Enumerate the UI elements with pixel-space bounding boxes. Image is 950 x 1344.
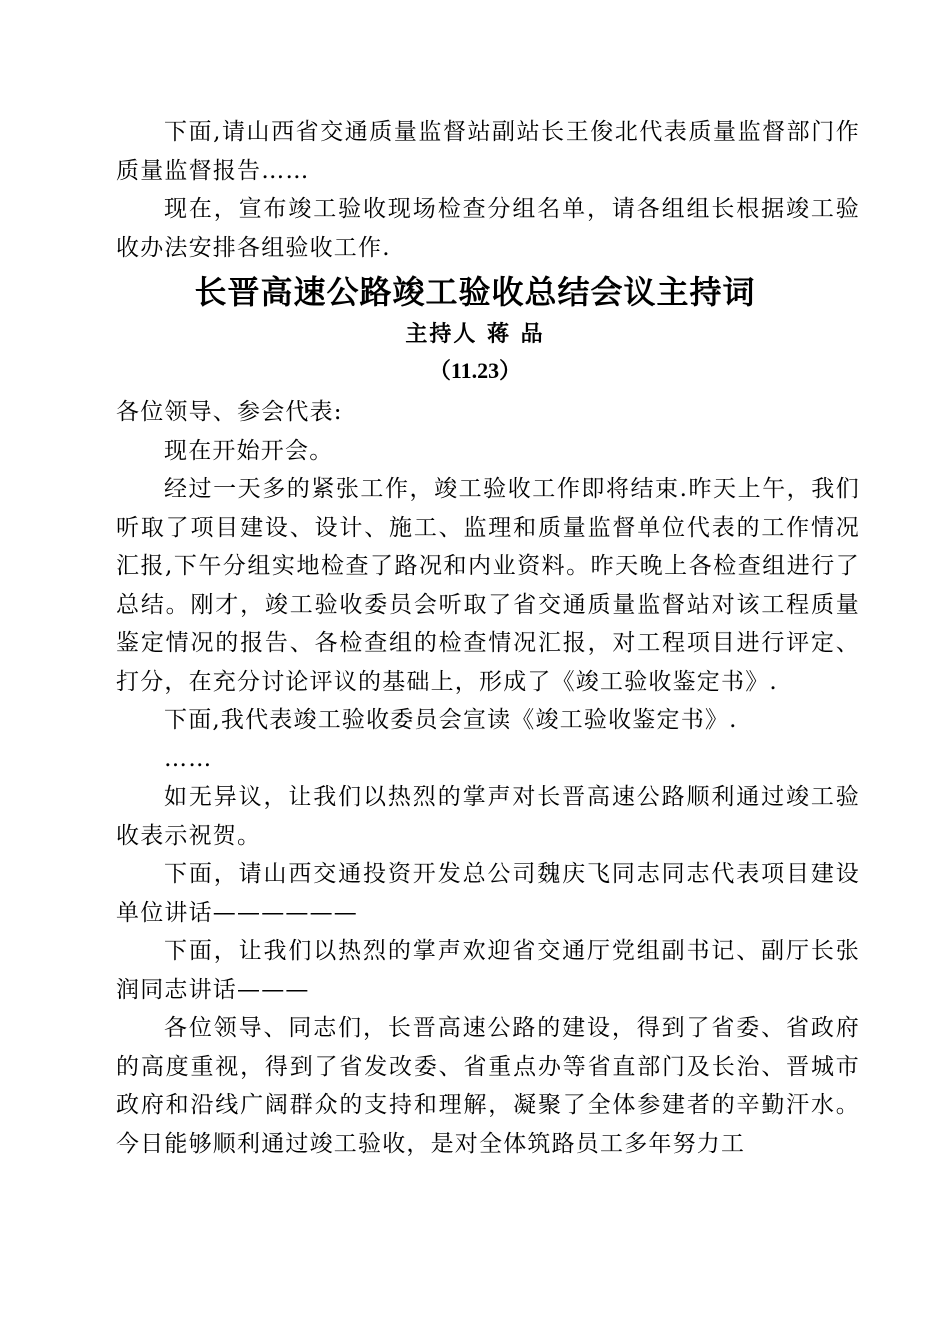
intro-paragraph: 下面,请山西省交通质量监督站副站长王俊北代表质量监督部门作质量监督报告……: [116, 119, 860, 184]
body-paragraph: 下面，请山西交通投资开发总公司魏庆飞同志同志代表项目建设单位讲话——————: [116, 861, 860, 926]
salutation: 各位领导、参会代表:: [116, 399, 343, 425]
body-paragraph: 各位领导、同志们，长晋高速公路的建设，得到了省委、省政府的高度重视，得到了省发改委、省重点办等省直部门及长治、晋城市政府和沿线广阔群众的支持和理解，凝聚了全体参建者的辛勤汗水。今日能够顺利通过竣工验收，是对全体筑路员工多年努力工: [116, 1015, 860, 1157]
body-paragraph: 现在开始开会。: [164, 437, 334, 464]
body-paragraph: 下面，让我们以热烈的掌声欢迎省交通厅党组副书记、副厅长张润同志讲话———: [116, 938, 860, 1003]
body-paragraph: 经过一天多的紧张工作，竣工验收工作即将结束.昨天上午，我们听取了项目建设、设计、施工、监理和质量监督单位代表的工作情况汇报,下午分组实地检查了路况和内业资料。昨天晚上各检查组进行了总结。刚才，竣工验收委员会听取了省交通质量监督站对该工程质量鉴定情况的报告、各检查组的检查情况汇报，对工程项目进行评定、打分，在充分讨论评议的基础上，形成了《竣工验收鉴定书》.: [116, 476, 860, 695]
intro-paragraph: 现在，宣布竣工验收现场检查分组名单，请各组组长根据竣工验收办法安排各组验收工作.: [116, 196, 860, 261]
speech-body: [116, 393, 860, 1163]
date-line: （11.23）: [428, 358, 522, 383]
intro-section: [116, 113, 860, 267]
ellipsis-line: ……: [164, 745, 213, 772]
host-line: 主持人 蒋 品: [405, 321, 545, 347]
body-paragraph: 如无异议，让我们以热烈的掌声对长晋高速公路顺利通过竣工验收表示祝贺。: [116, 784, 860, 849]
body-paragraph: 下面,我代表竣工验收委员会宣读《竣工验收鉴定书》.: [164, 707, 738, 733]
document-title: 长晋高速公路竣工验收总结会议主持词: [194, 273, 756, 311]
